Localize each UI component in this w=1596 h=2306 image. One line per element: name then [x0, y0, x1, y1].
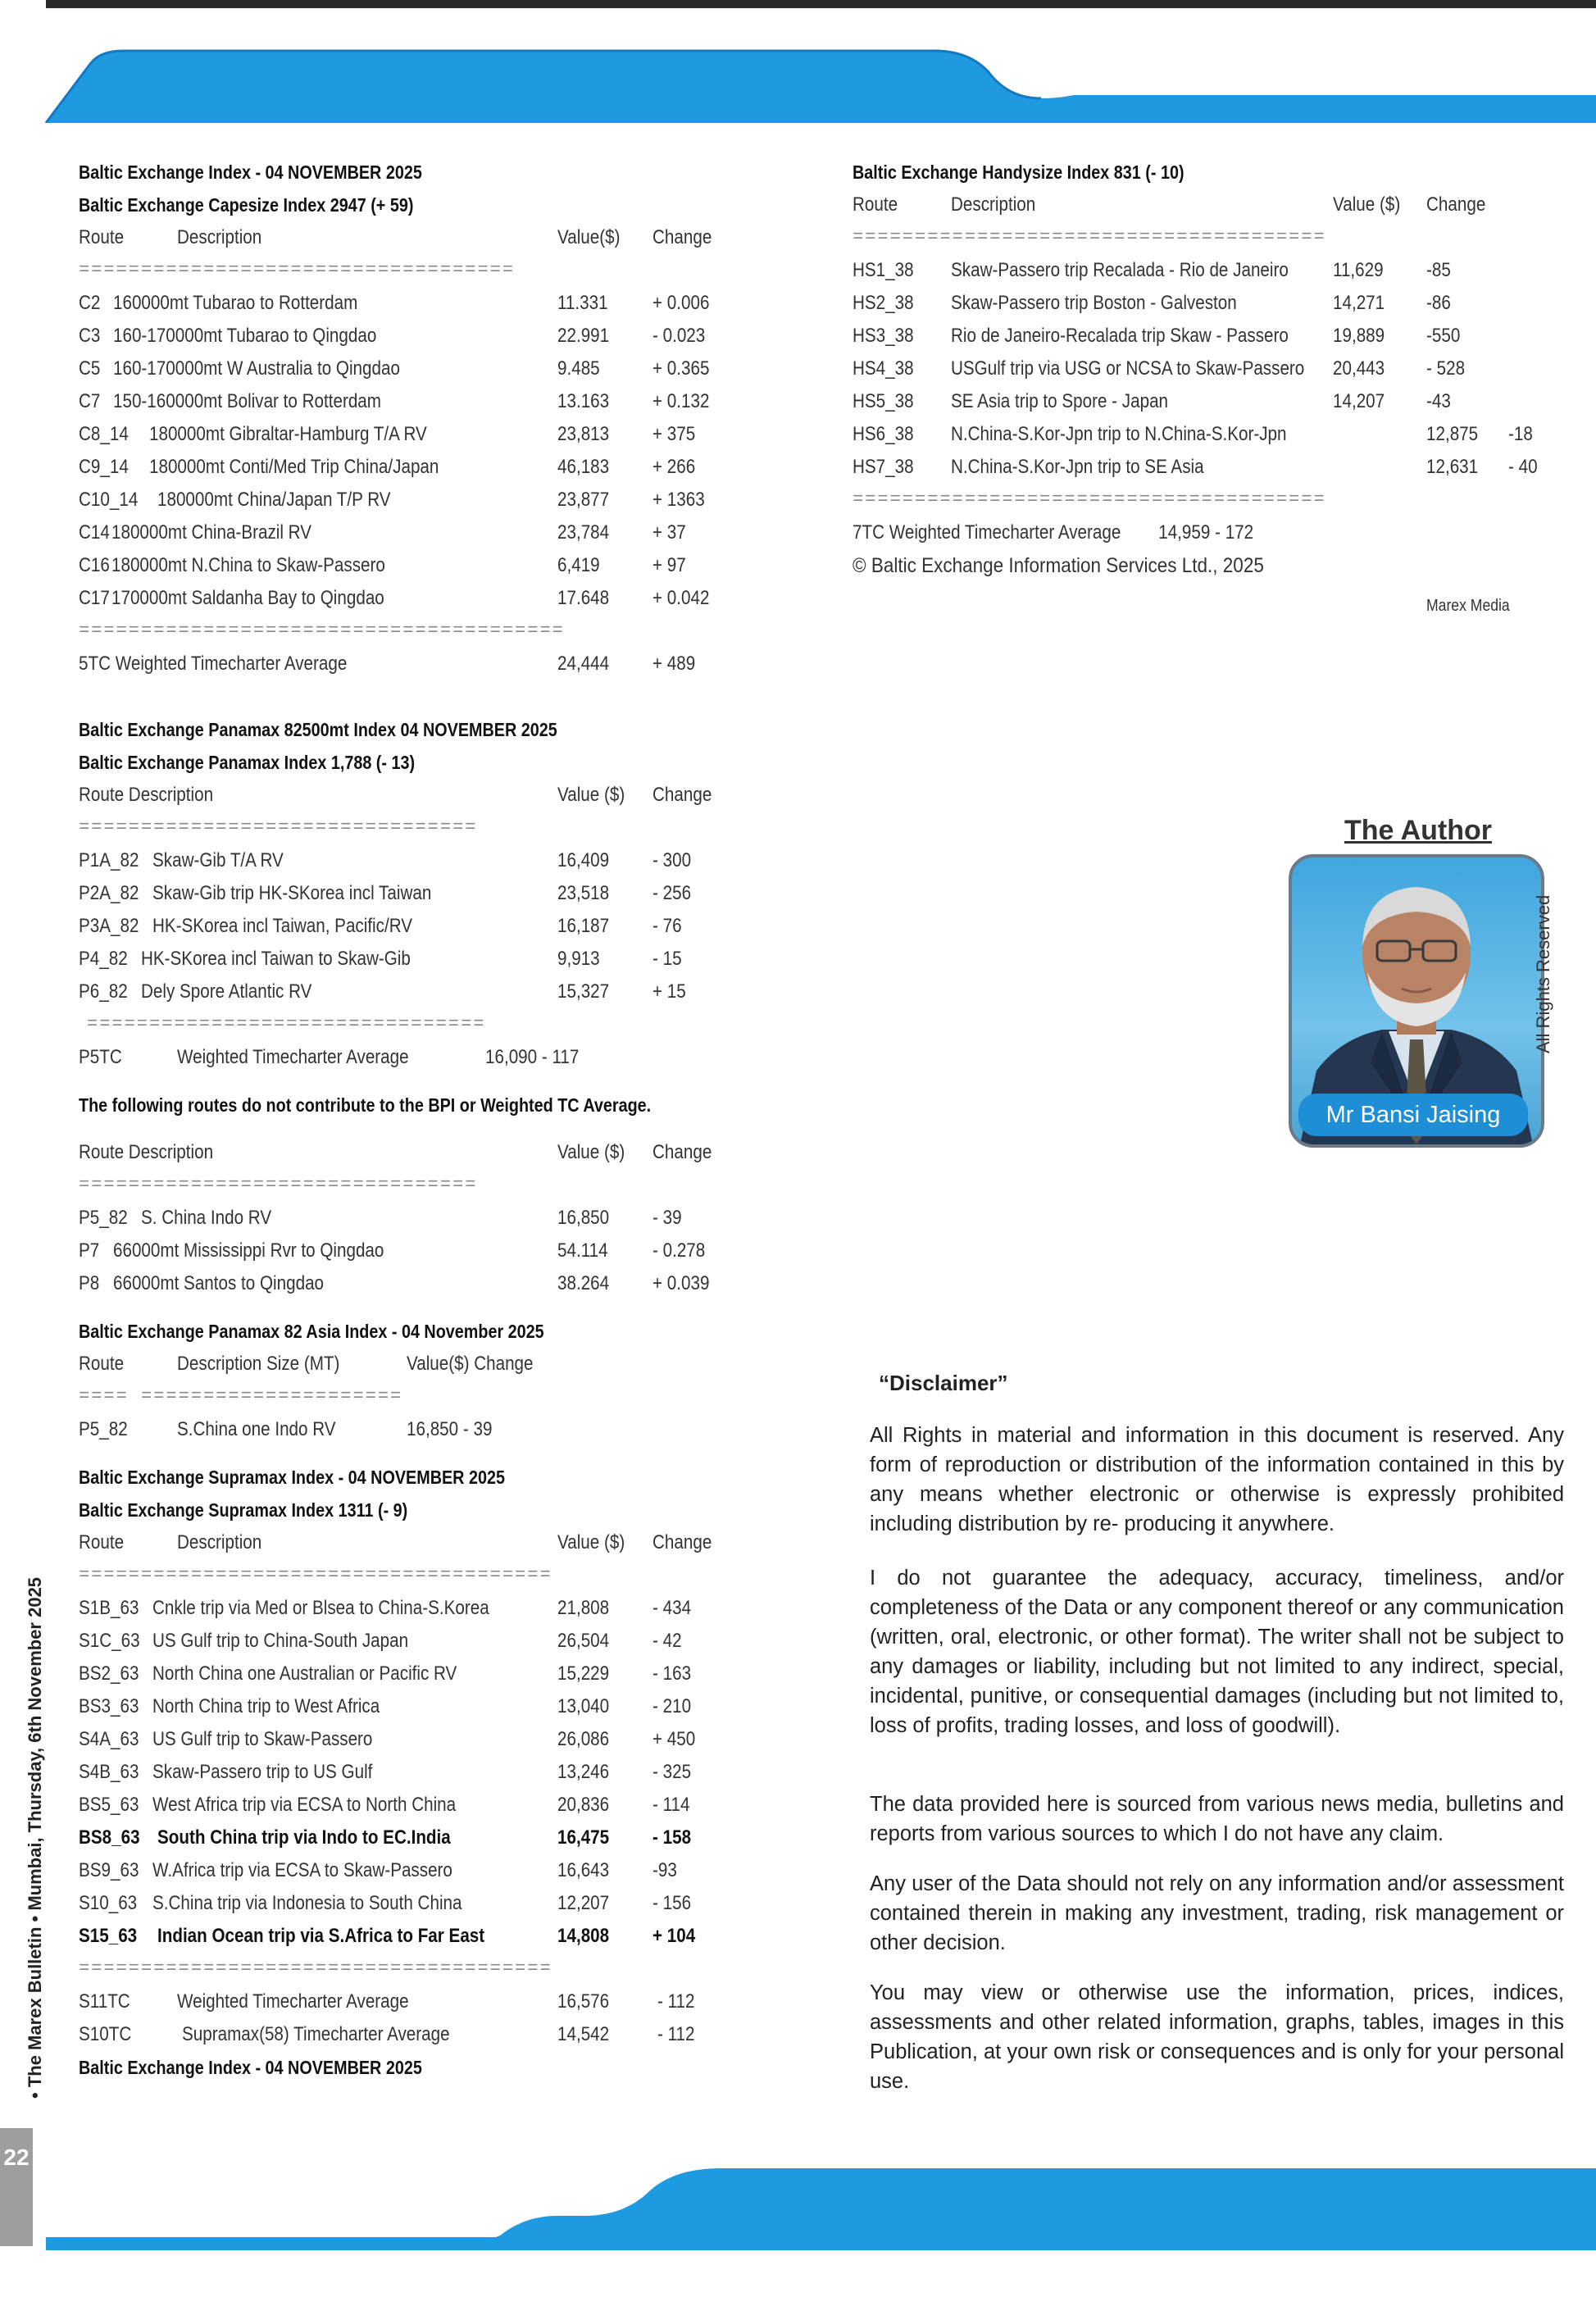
table-row: [79, 549, 800, 582]
route-code: P4_82: [79, 948, 128, 970]
table-row: [79, 1592, 800, 1625]
route-code: BS2_63: [79, 1662, 139, 1685]
route-value: 16,850: [557, 1207, 610, 1229]
route-code: P5_82: [79, 1207, 128, 1229]
panamax-subtitle: Baltic Exchange Panamax Index 1,788 (- 13): [79, 752, 416, 773]
route-description: Skaw-Passero trip Boston - Galveston: [951, 292, 1237, 314]
average-value: 14,542: [557, 2023, 610, 2045]
col-value: Value($): [557, 226, 621, 248]
col-value: Value ($): [557, 1531, 625, 1553]
route-description: US Gulf trip to China-South Japan: [152, 1630, 409, 1652]
separator: ================================: [87, 1014, 486, 1035]
route-value: 38.264: [557, 1272, 610, 1294]
route-value: 16,850 - 39: [407, 1418, 493, 1440]
capesize-title: Baltic Exchange Index - 04 NOVEMBER 2025: [79, 161, 422, 183]
route-code: HS6_38: [853, 423, 914, 445]
route-code: C2: [79, 292, 101, 314]
table-row: [79, 287, 800, 320]
col-route: Route: [79, 1353, 125, 1375]
table-row: [79, 1267, 800, 1300]
route-change: - 40: [1508, 456, 1538, 478]
disclaimer-title: “Disclaimer”: [879, 1371, 1008, 1395]
route-change: + 0.365: [652, 357, 710, 380]
route-code: HS5_38: [853, 390, 914, 412]
capesize-rows: [79, 287, 800, 615]
route-change: -18: [1508, 423, 1533, 445]
route-code: HS4_38: [853, 357, 914, 380]
route-change: - 42: [652, 1630, 682, 1652]
route-code: C16: [79, 554, 110, 576]
copyright: © Baltic Exchange Information Services Ltd., 2025: [853, 554, 1264, 577]
route-code: BS5_63: [79, 1794, 139, 1816]
route-change: - 15: [652, 948, 682, 970]
supramax-section: [79, 1461, 800, 2084]
route-change: - 114: [652, 1794, 690, 1816]
table-row: [79, 1202, 800, 1235]
table-row: [853, 352, 1574, 385]
disclaimer-paragraph: All Rights in material and information in this document is reserved. Any form of reproduction or distribution of the information contained in this by any means whether electronic or otherwise is expressly prohibited including distribution by re- producing it anywhere.: [870, 1424, 1564, 1535]
col-value: Value ($): [1333, 193, 1401, 216]
route-change: -93: [652, 1859, 677, 1881]
table-row-highlight: [79, 1822, 800, 1854]
route-code: BS3_63: [79, 1695, 139, 1717]
table-row: [853, 320, 1574, 352]
col-change: Change: [652, 784, 712, 806]
route-value: 12,875: [1426, 423, 1479, 445]
route-description: USGulf trip via USG or NCSA to Skaw-Passero: [951, 357, 1305, 380]
panamax-section: [79, 713, 800, 1300]
route-value: 16,475: [557, 1826, 610, 1849]
route-change: - 325: [652, 1761, 692, 1783]
route-value: 13,040: [557, 1695, 610, 1717]
table-row: [853, 418, 1574, 451]
table-row: [79, 352, 800, 385]
route-description: N.China-S.Kor-Jpn trip to N.China-S.Kor-Jpn: [951, 423, 1287, 445]
table-header: [79, 221, 800, 254]
route-code: P2A_82: [79, 882, 139, 904]
average-label: Weighted Timecharter Average: [177, 1990, 409, 2013]
route-description: US Gulf trip to Skaw-Passero: [152, 1728, 373, 1750]
route-value: 21,808: [557, 1597, 610, 1619]
route-code: C14: [79, 521, 110, 544]
separator: ================================: [79, 817, 478, 838]
disclaimer-paragraph: You may view or otherwise use the information, prices, indices, assessments and other related information, graphs, tables, images in this Publication, at your own risk or consequences and is only for your personal use.: [870, 1981, 1564, 2093]
separator: ======================================: [79, 1958, 552, 1979]
route-description: HK-SKorea incl Taiwan, Pacific/RV: [152, 915, 413, 937]
table-header: [853, 189, 1574, 221]
route-code: P6_82: [79, 980, 128, 1003]
route-change: - 163: [652, 1662, 692, 1685]
route-value: 20,443: [1333, 357, 1385, 380]
top-rule: [46, 0, 1596, 8]
route-code: C10_14: [79, 489, 139, 511]
route-value: 13,246: [557, 1761, 610, 1783]
route-change: - 0.023: [652, 325, 706, 347]
route-description: 180000mt N.China to Skaw-Passero: [111, 554, 385, 576]
route-value: 46,183: [557, 456, 610, 478]
route-code: C7: [79, 390, 101, 412]
route-value: 23,784: [557, 521, 610, 544]
route-value: 16,187: [557, 915, 610, 937]
route-change: + 97: [652, 554, 686, 576]
average-route: P5TC: [79, 1046, 122, 1068]
route-value: 20,836: [557, 1794, 610, 1816]
separator: ======================================: [853, 489, 1326, 510]
table-row-highlight: [79, 1920, 800, 1953]
route-change: + 0.039: [652, 1272, 710, 1294]
route-description: Skaw-Gib T/A RV: [152, 849, 284, 871]
table-row: [79, 943, 800, 976]
handysize-average-row: [853, 516, 1574, 549]
route-change: + 15: [652, 980, 686, 1003]
average-value: 24,444: [557, 653, 610, 675]
route-description: 160-170000mt Tubarao to Qingdao: [113, 325, 377, 347]
table-row: [79, 484, 800, 516]
average-route: S11TC: [79, 1990, 130, 2013]
route-change: + 1363: [652, 489, 705, 511]
route-description: 66000mt Santos to Qingdao: [113, 1272, 325, 1294]
supramax-average-row: [79, 1985, 800, 2018]
table-row: [79, 1413, 800, 1446]
col-description: Description: [177, 1531, 262, 1553]
table-header: [79, 1136, 800, 1169]
route-change: - 256: [652, 882, 692, 904]
route-description: South China trip via Indo to EC.India: [157, 1826, 451, 1849]
col-value: Value ($): [557, 1141, 625, 1163]
supramax-title: Baltic Exchange Supramax Index - 04 NOVEMBER 2025: [79, 1467, 505, 1488]
panamax-note: The following routes do not contribute to the BPI or Weighted TC Average.: [79, 1094, 652, 1116]
route-change: + 0.132: [652, 390, 710, 412]
route-code: HS3_38: [853, 325, 914, 347]
table-row: [79, 844, 800, 877]
col-route: Route: [853, 193, 898, 216]
route-change: - 76: [652, 915, 682, 937]
route-change: + 104: [652, 1925, 696, 1947]
route-description: 160000mt Tubarao to Rotterdam: [113, 292, 358, 314]
capesize-subtitle: Baltic Exchange Capesize Index 2947 (+ 59): [79, 194, 414, 216]
route-code: S10_63: [79, 1892, 138, 1914]
table-row: [79, 1756, 800, 1789]
route-value: 17.648: [557, 587, 610, 609]
route-description: 180000mt China-Brazil RV: [111, 521, 311, 544]
route-change: - 0.278: [652, 1239, 706, 1262]
route-change: + 37: [652, 521, 686, 544]
route-code: C9_14: [79, 456, 129, 478]
route-code: BS9_63: [79, 1859, 139, 1881]
route-code: S1C_63: [79, 1630, 140, 1652]
separator: =======================================: [79, 621, 565, 641]
page-number: 22: [0, 2128, 33, 2246]
table-row: [79, 1789, 800, 1822]
route-description: North China one Australian or Pacific RV: [152, 1662, 457, 1685]
route-change: + 450: [652, 1728, 696, 1750]
route-value: 15,229: [557, 1662, 610, 1685]
route-value: 23,518: [557, 882, 610, 904]
disclaimer-paragraph: The data provided here is sourced from various news media, bulletins and reports from various sources to which I do not have any claim.: [870, 1793, 1564, 1845]
table-header: [79, 1348, 800, 1380]
header-swoosh: [0, 49, 1596, 123]
route-value: 9.485: [557, 357, 600, 380]
media-credit: Marex Media: [1426, 597, 1510, 615]
separator: ======================================: [79, 1565, 552, 1585]
route-description: 180000mt China/Japan T/P RV: [157, 489, 391, 511]
route-change: -86: [1426, 292, 1451, 314]
route-value: 14,808: [557, 1925, 610, 1947]
route-value: 14,207: [1333, 390, 1385, 412]
handysize-title: Baltic Exchange Handysize Index 831 (- 10): [853, 161, 1184, 183]
panamax-average-row: [79, 1041, 800, 1074]
panamax-asia-title: Baltic Exchange Panamax 82 Asia Index - 04 November 2025: [79, 1321, 544, 1342]
col-change: Change: [652, 1531, 712, 1553]
route-description: North China trip to West Africa: [152, 1695, 380, 1717]
route-value: 14,271: [1333, 292, 1385, 314]
route-value: 54.114: [557, 1239, 608, 1262]
route-code: S1B_63: [79, 1597, 139, 1619]
route-value: 16,409: [557, 849, 610, 871]
route-code: HS7_38: [853, 456, 914, 478]
supramax-average-row: [79, 2018, 800, 2051]
table-row: [79, 320, 800, 352]
table-row: [79, 1887, 800, 1920]
route-description: Dely Spore Atlantic RV: [141, 980, 312, 1003]
route-description: S. China Indo RV: [141, 1207, 272, 1229]
route-change: - 156: [652, 1892, 692, 1914]
col-change: Change: [652, 1141, 712, 1163]
route-value: 13.163: [557, 390, 610, 412]
table-row: [79, 877, 800, 910]
panamax-title: Baltic Exchange Panamax 82500mt Index 04 NOVEMBER 2025: [79, 719, 557, 740]
route-value: 6,419: [557, 554, 600, 576]
average-value: 16,576: [557, 1990, 610, 2013]
table-header: [79, 779, 800, 812]
table-row: [79, 1235, 800, 1267]
col-value-change: Value($) Change: [407, 1353, 534, 1375]
route-code: C17: [79, 587, 110, 609]
route-description: S.China one Indo RV: [177, 1418, 336, 1440]
route-description: 66000mt Mississippi Rvr to Qingdao: [113, 1239, 384, 1262]
route-value: 12,207: [557, 1892, 610, 1914]
route-description: 180000mt Gibraltar-Hamburg T/A RV: [149, 423, 427, 445]
route-description: 150-160000mt Bolivar to Rotterdam: [113, 390, 381, 412]
route-change: - 300: [652, 849, 692, 871]
route-code: BS8_63: [79, 1826, 140, 1849]
route-change: - 210: [652, 1695, 692, 1717]
table-row: [79, 1854, 800, 1887]
route-value: 11.331: [557, 292, 608, 314]
panamax-asia-section: [79, 1315, 800, 1446]
separator: ======================================: [853, 227, 1326, 248]
route-code: P1A_82: [79, 849, 139, 871]
table-row: [79, 418, 800, 451]
average-value: 16,090 - 117: [485, 1046, 580, 1068]
route-value: 22.991: [557, 325, 610, 347]
route-change: + 0.042: [652, 587, 710, 609]
table-row: [853, 287, 1574, 320]
col-description: Description: [177, 226, 262, 248]
route-value: 9,913: [557, 948, 600, 970]
route-description: HK-SKorea incl Taiwan to Skaw-Gib: [141, 948, 411, 970]
table-row: [853, 385, 1574, 418]
route-change: - 39: [652, 1207, 682, 1229]
table-header: [79, 1526, 800, 1559]
capesize-section: [79, 156, 800, 680]
route-change: + 0.006: [652, 292, 710, 314]
route-change: -43: [1426, 390, 1451, 412]
route-description: N.China-S.Kor-Jpn trip to SE Asia: [951, 456, 1204, 478]
author-title: The Author: [1344, 815, 1493, 846]
route-description: Rio de Janeiro-Recalada trip Skaw - Passero: [951, 325, 1289, 347]
capesize-average-row: [79, 648, 800, 680]
route-value: 16,643: [557, 1859, 610, 1881]
table-row: [853, 451, 1574, 484]
route-code: P8: [79, 1272, 100, 1294]
route-change: + 375: [652, 423, 696, 445]
average-change: - 112: [657, 2023, 695, 2045]
average-label: 5TC Weighted Timecharter Average: [79, 653, 348, 675]
bulletin-sidebar-text: • The Marex Bulletin • Mumbai, Thursday, 6th November 2025: [25, 1576, 45, 2099]
table-row: [79, 910, 800, 943]
route-value: 19,889: [1333, 325, 1385, 347]
route-code: C5: [79, 357, 101, 380]
route-code: S15_63: [79, 1925, 138, 1947]
route-change: - 528: [1426, 357, 1466, 380]
left-column: [79, 156, 800, 2084]
route-change: - 158: [652, 1826, 692, 1849]
route-change: -550: [1426, 325, 1461, 347]
handysize-section: [853, 156, 1574, 582]
route-code: P3A_82: [79, 915, 139, 937]
table-row: [79, 1690, 800, 1723]
average-change: + 489: [652, 653, 696, 675]
route-code: HS2_38: [853, 292, 914, 314]
table-row: [853, 254, 1574, 287]
route-description: S.China trip via Indonesia to South China: [152, 1892, 462, 1914]
route-value: 15,327: [557, 980, 610, 1003]
route-change: - 434: [652, 1597, 692, 1619]
route-code: C3: [79, 325, 101, 347]
separator: ===================================: [79, 260, 516, 280]
route-description: Skaw-Gib trip HK-SKorea incl Taiwan: [152, 882, 432, 904]
table-row: [79, 516, 800, 549]
route-description: Skaw-Passero trip to US Gulf: [152, 1761, 373, 1783]
average-label: Supramax(58) Timecharter Average: [182, 2023, 450, 2045]
col-description: Description: [951, 193, 1036, 216]
col-route-description: Route Description: [79, 1141, 214, 1163]
average-text: 7TC Weighted Timecharter Average 14,959 - 172: [853, 521, 1254, 544]
author-name: Mr Bansi Jaising: [1298, 1094, 1528, 1136]
route-code: S4A_63: [79, 1728, 139, 1750]
route-code: P5_82: [79, 1418, 128, 1440]
route-description: 180000mt Conti/Med Trip China/Japan: [149, 456, 439, 478]
route-description: 170000mt Saldanha Bay to Qingdao: [111, 587, 384, 609]
col-description: Description Size (MT): [177, 1353, 340, 1375]
disclaimer-paragraph: I do not guarantee the adequacy, accuracy, timeliness, and/or completeness of the Data or any component thereof or any communication (written, oral, electronic, or other format). The writer shall not be subject to any damages or liability, including but not limited to any indirect, special, incidental, punitive, or consequential damages (including but not limited to, loss of profits, trading losses, and loss of goodwill).: [870, 1567, 1564, 1737]
route-value: 26,086: [557, 1728, 610, 1750]
average-route: S10TC: [79, 2023, 132, 2045]
col-change: Change: [1426, 193, 1486, 216]
route-description: 160-170000mt W Australia to Qingdao: [113, 357, 400, 380]
footer-swoosh: [0, 2168, 1596, 2250]
route-value: 26,504: [557, 1630, 610, 1652]
route-value: 23,877: [557, 489, 610, 511]
route-code: P7: [79, 1239, 100, 1262]
average-change: - 112: [657, 1990, 695, 2013]
route-value: 23,813: [557, 423, 610, 445]
table-row: [79, 1658, 800, 1690]
route-description: Skaw-Passero trip Recalada - Rio de Janeiro: [951, 259, 1289, 281]
average-label: Weighted Timecharter Average: [177, 1046, 409, 1068]
route-value: 12,631: [1426, 456, 1479, 478]
table-row: [79, 1625, 800, 1658]
col-route-description: Route Description: [79, 784, 214, 806]
route-code: C8_14: [79, 423, 129, 445]
route-change: -85: [1426, 259, 1451, 281]
route-description: West Africa trip via ECSA to North China: [152, 1794, 457, 1816]
route-description: W.Africa trip via ECSA to Skaw-Passero: [152, 1859, 452, 1881]
route-change: + 266: [652, 456, 696, 478]
route-description: Indian Ocean trip via S.Africa to Far East: [157, 1925, 485, 1947]
disclaimer-paragraph: Any user of the Data should not rely on any information and/or assessment contained therein in making any investment, trading, risk management or other decision.: [870, 1872, 1564, 1954]
table-row: [79, 1723, 800, 1756]
col-value: Value ($): [557, 784, 625, 806]
col-change: Change: [652, 226, 712, 248]
table-row: [79, 385, 800, 418]
col-route: Route: [79, 1531, 125, 1553]
route-code: HS1_38: [853, 259, 914, 281]
route-value: 11,629: [1333, 259, 1384, 281]
table-row: [79, 582, 800, 615]
route-description: SE Asia trip to Spore - Japan: [951, 390, 1169, 412]
separator: ==== =====================: [79, 1386, 403, 1407]
separator: ================================: [79, 1175, 478, 1195]
supramax-footer-title: Baltic Exchange Index - 04 NOVEMBER 2025: [79, 2057, 422, 2078]
rights-reserved: All Rights Reserved: [1533, 894, 1553, 1053]
route-code: S4B_63: [79, 1761, 139, 1783]
table-row: [79, 451, 800, 484]
supramax-subtitle: Baltic Exchange Supramax Index 1311 (- 9): [79, 1499, 408, 1521]
table-row: [79, 976, 800, 1008]
route-description: Cnkle trip via Med or Blsea to China-S.Korea: [152, 1597, 489, 1619]
col-route: Route: [79, 226, 125, 248]
